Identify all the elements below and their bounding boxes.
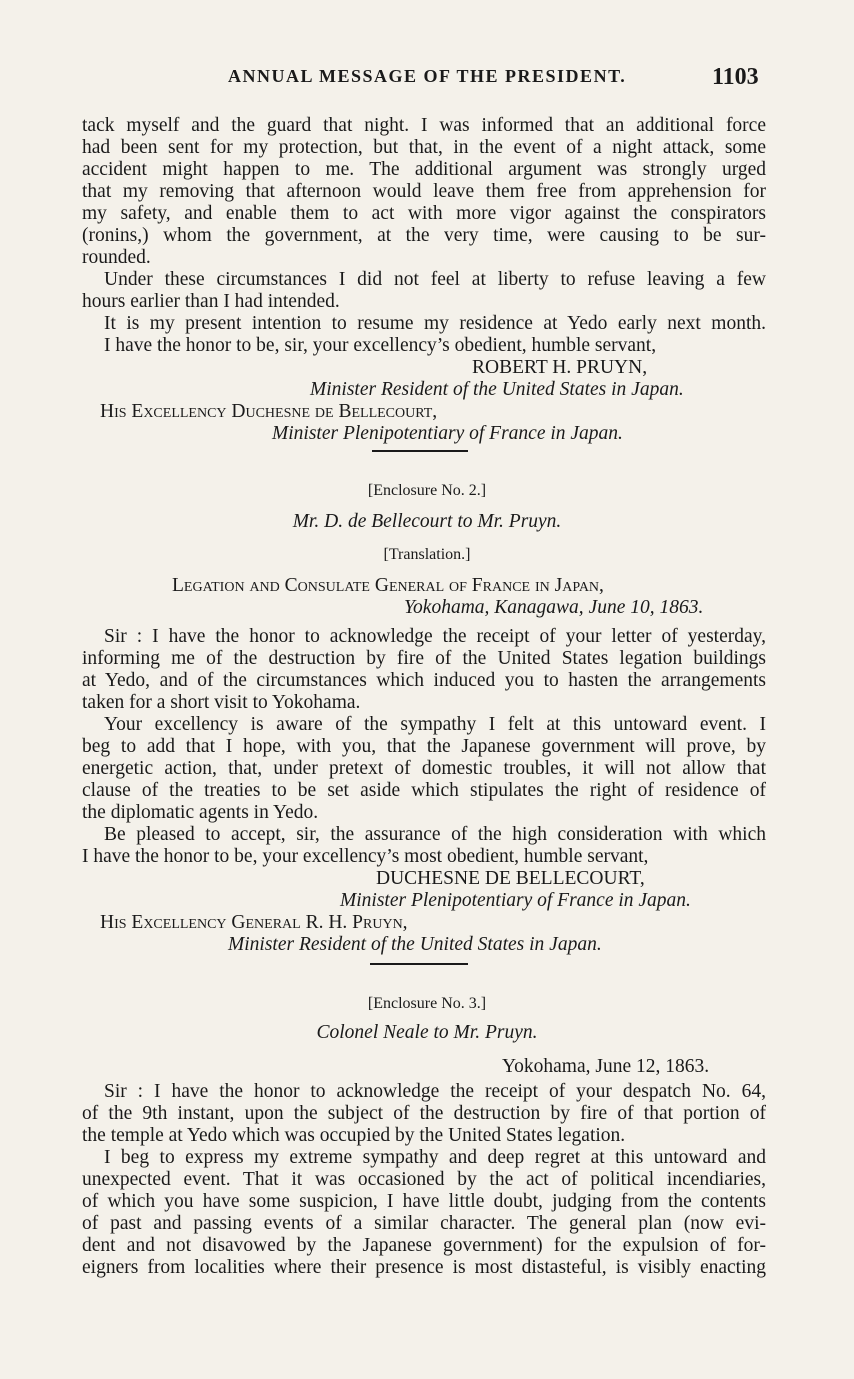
signature-title: Minister Resident of the United States in Japan. — [310, 379, 684, 400]
enclosure-heading: Mr. D. de Bellecourt to Mr. Pruyn. — [292, 511, 562, 532]
legation-header: Legation and Consulate General of France in Japan, — [172, 575, 604, 596]
addressee: His Excellency Duchesne de Bellecourt, — [100, 401, 438, 422]
text-line: the diplomatic agents in Yedo. — [82, 802, 319, 823]
text-line: energetic action, that, under pretext of domestic troubles, it will not allow that — [82, 758, 766, 779]
text-line: taken for a short visit to Yokohama. — [82, 692, 361, 713]
signature: DUCHESNE DE BELLECOURT, — [376, 868, 645, 889]
text-line: I have the honor to be, sir, your excellency’s obedient, humble servant, — [104, 335, 657, 356]
text-line: Your excellency is aware of the sympathy I felt at this untoward event. I — [104, 714, 766, 735]
enclosure-heading: Colonel Neale to Mr. Pruyn. — [316, 1022, 538, 1043]
running-title: ANNUAL MESSAGE OF THE PRESIDENT. — [228, 66, 627, 86]
page-number: 1103 — [712, 64, 759, 90]
text-line: accident might happen to me. The additional argument was strongly urged — [82, 159, 766, 180]
text-line: tack myself and the guard that night. I was informed that an additional force — [82, 115, 766, 136]
text-line: unexpected event. That it was occasioned by the act of political incendiaries, — [82, 1169, 766, 1190]
text-line: of past and passing events of a similar character. The general plan (now evi- — [82, 1213, 766, 1234]
addressee-title: Minister Plenipotentiary of France in Japan. — [272, 423, 623, 444]
text-line: clause of the treaties to be set aside which stipulates the right of residence of — [82, 780, 766, 801]
section-divider — [372, 450, 468, 452]
text-line: that my removing that afternoon would leave them free from apprehension for — [82, 181, 766, 202]
text-line: had been sent for my protection, but that, in the event of a night attack, some — [82, 137, 766, 158]
text-line: the temple at Yedo which was occupied by the United States legation. — [82, 1125, 626, 1146]
translation-note: [Translation.] — [383, 546, 471, 563]
text-line: Be pleased to accept, sir, the assurance of the high consideration with which — [104, 824, 766, 845]
enclosure-label: [Enclosure No. 2.] — [367, 482, 487, 499]
text-line: Sir : I have the honor to acknowledge the receipt of your despatch No. 64, — [104, 1081, 766, 1102]
text-line: dent and not disavowed by the Japanese government) for the expulsion of for- — [82, 1235, 766, 1256]
text-line: my safety, and enable them to act with more vigor against the conspirators — [82, 203, 766, 224]
section-divider — [370, 963, 468, 965]
addressee-title: Minister Resident of the United States in Japan. — [228, 934, 602, 955]
place-date: Yokohama, Kanagawa, June 10, 1863. — [404, 597, 704, 618]
text-line: informing me of the destruction by fire of the United States legation buildings — [82, 648, 766, 669]
text-line: of the 9th instant, upon the subject of the destruction by fire of that portion of — [82, 1103, 766, 1124]
signature: ROBERT H. PRUYN, — [472, 357, 648, 378]
text-line: eigners from localities where their presence is most distasteful, is visibly enacting — [82, 1257, 766, 1278]
text-line: It is my present intention to resume my residence at Yedo early next month. — [104, 313, 766, 334]
text-line: beg to add that I hope, with you, that the Japanese government will prove, by — [82, 736, 766, 757]
text-line: Sir : I have the honor to acknowledge the receipt of your letter of yesterday, — [104, 626, 766, 647]
text-line: I have the honor to be, your excellency’s most obedient, humble servant, — [82, 846, 649, 867]
enclosure-label: [Enclosure No. 3.] — [367, 995, 487, 1012]
signature-title: Minister Plenipotentiary of France in Japan. — [340, 890, 691, 911]
addressee: His Excellency General R. H. Pruyn, — [100, 912, 408, 933]
text-line: I beg to express my extreme sympathy and deep regret at this untoward and — [104, 1147, 766, 1168]
place-date: Yokohama, June 12, 1863. — [502, 1056, 710, 1077]
text-line: at Yedo, and of the circumstances which induced you to hasten the arrangements — [82, 670, 766, 691]
text-line: Under these circumstances I did not feel at liberty to refuse leaving a few — [104, 269, 766, 290]
text-line: of which you have some suspicion, I have little doubt, judging from the contents — [82, 1191, 766, 1212]
text-line: hours earlier than I had intended. — [82, 291, 340, 312]
text-line: (ronins,) whom the government, at the very time, were causing to be sur- — [82, 225, 766, 246]
text-line: rounded. — [82, 247, 151, 268]
